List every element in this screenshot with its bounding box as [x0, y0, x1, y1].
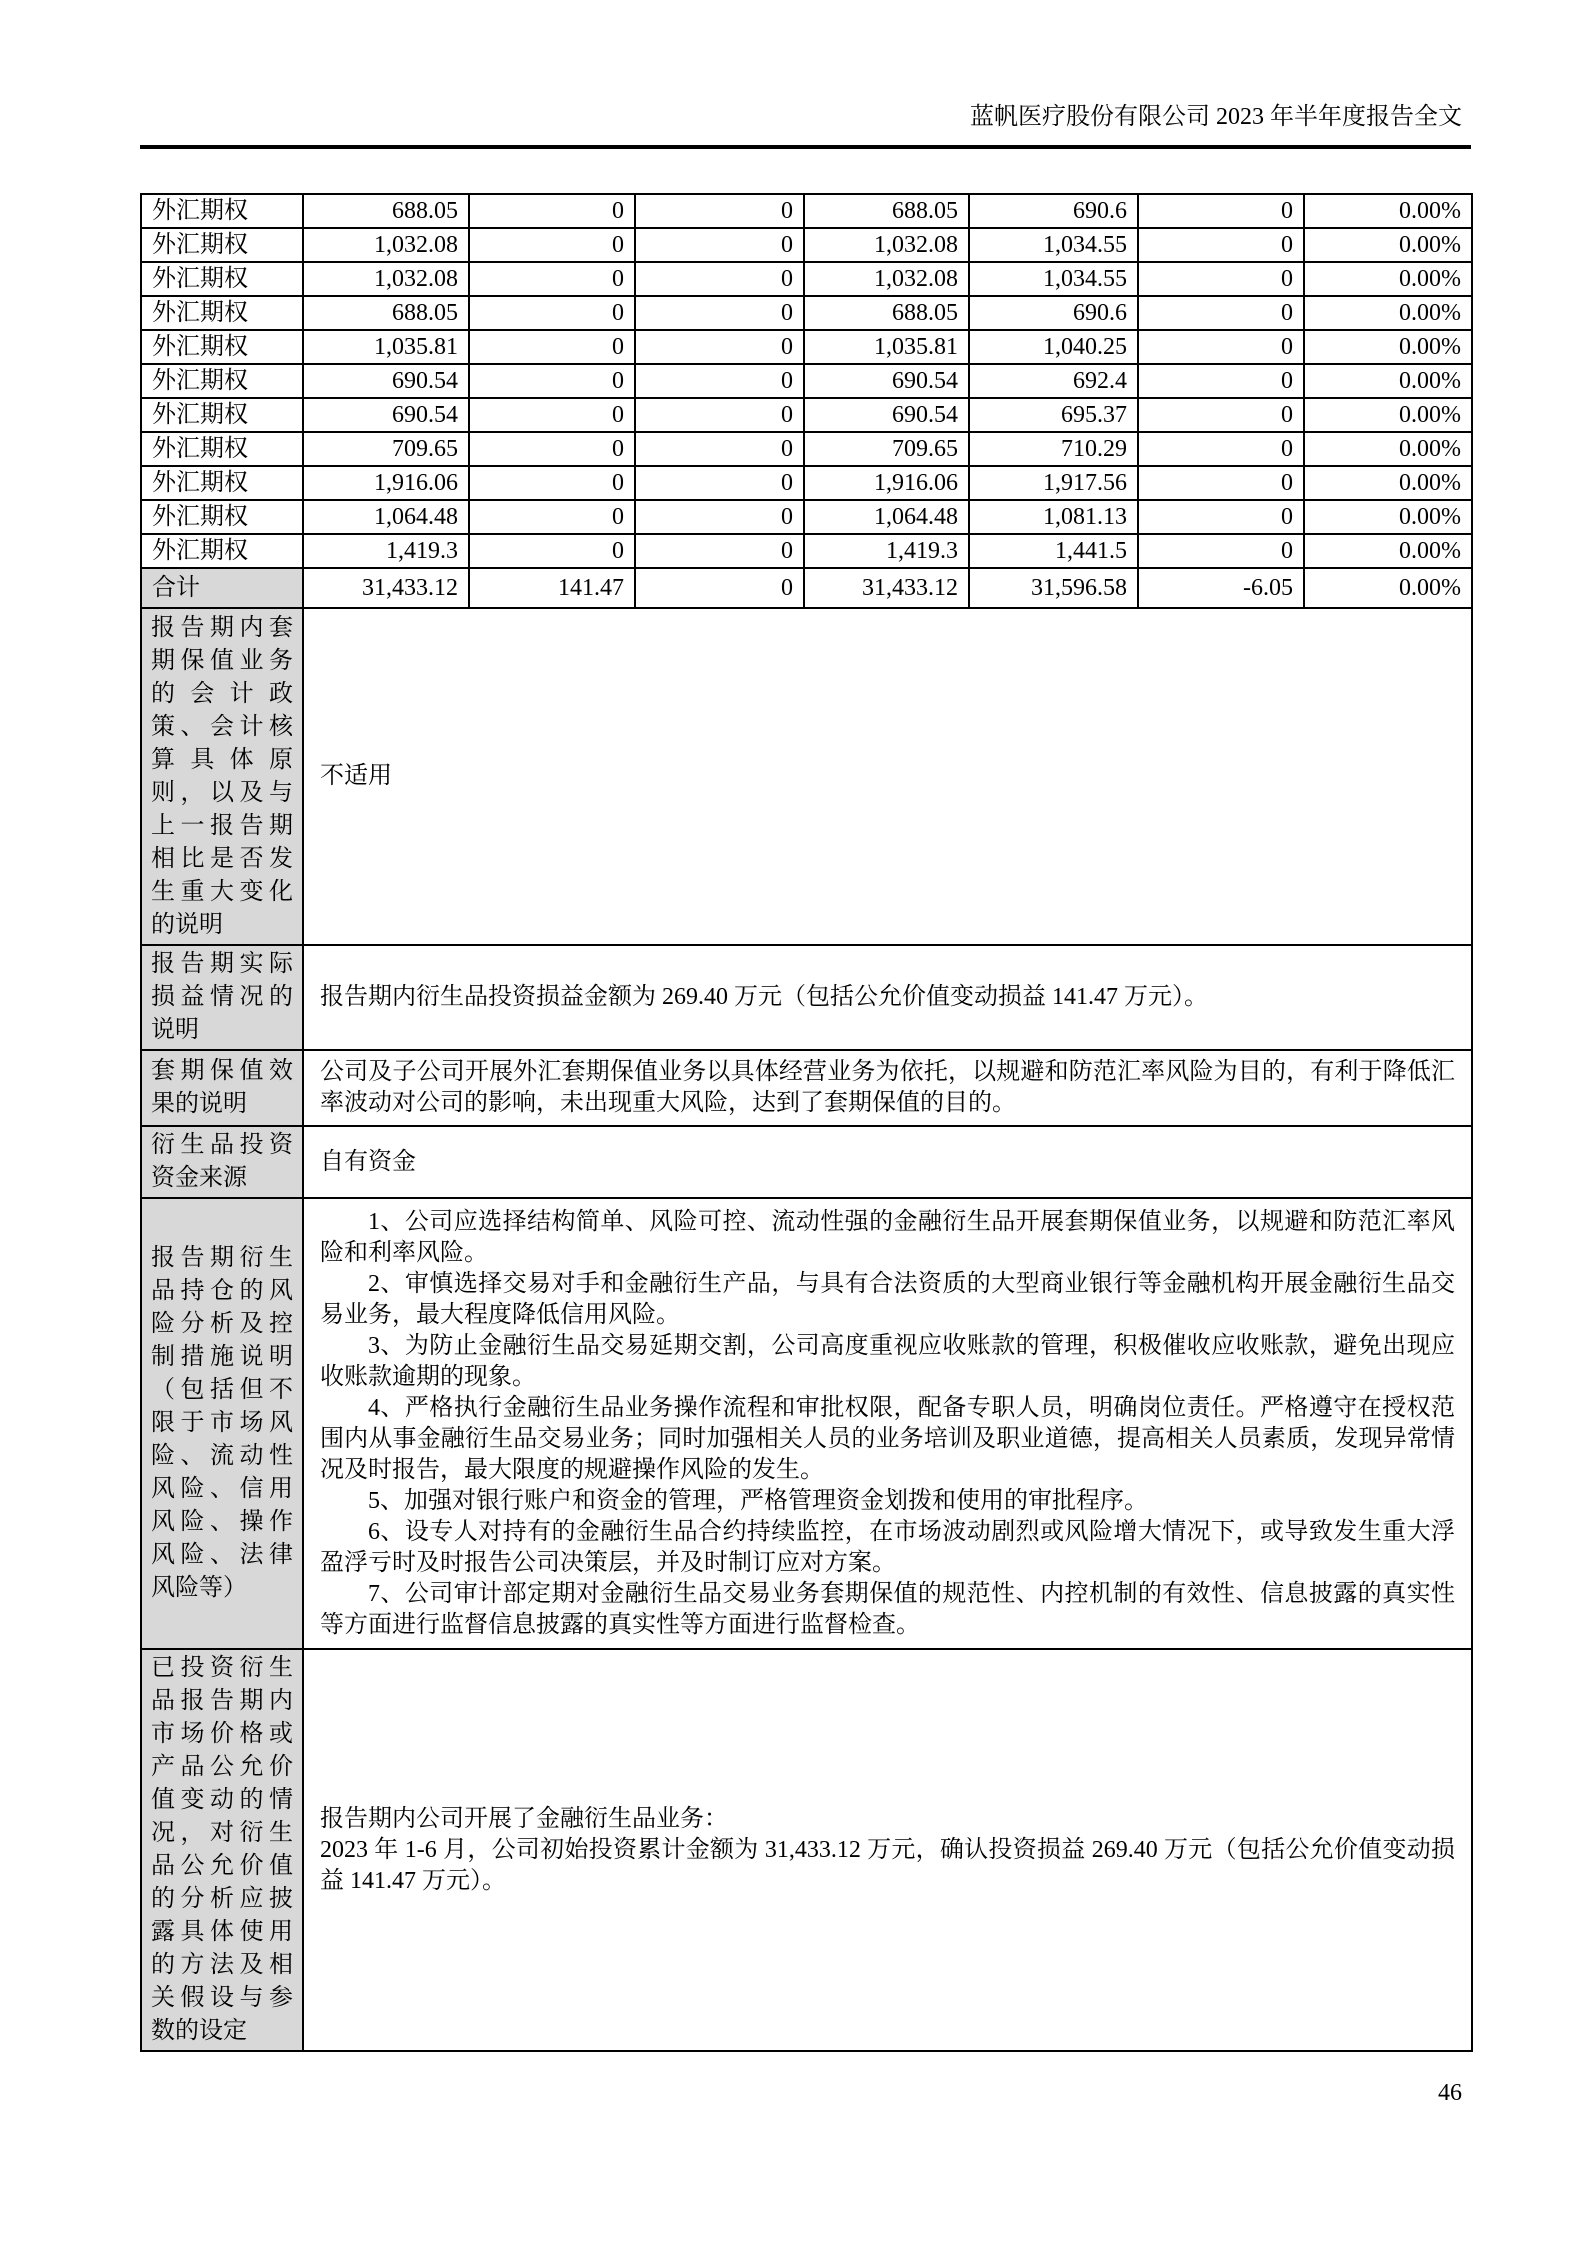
cell-value: 690.54: [303, 364, 469, 398]
info-row-content: [303, 1126, 1472, 1198]
cell-value: 690.6: [969, 296, 1138, 330]
cell-value: 688.05: [303, 296, 469, 330]
table-row: [141, 194, 1472, 228]
total-value: 31,433.12: [303, 568, 469, 608]
cell-value: 0: [635, 432, 804, 466]
info-row-content: [303, 1198, 1472, 1649]
cell-value: 0: [1138, 262, 1304, 296]
cell-value: 692.4: [969, 364, 1138, 398]
info-row-content: [303, 945, 1472, 1050]
content-paragraph: 2023 年 1-6 月，公司初始投资累计金额为 31,433.12 万元，确认投资损益 269.40 万元（包括公允价值变动损益 141.47 万元）。: [320, 1836, 1455, 1894]
cell-value: 0.00%: [1304, 228, 1472, 262]
cell-value: 0.00%: [1304, 432, 1472, 466]
cell-value: 0: [635, 500, 804, 534]
cell-value: 1,034.55: [969, 228, 1138, 262]
cell-value: 690.54: [804, 364, 969, 398]
info-row: [141, 1649, 1472, 2051]
cell-value: 690.54: [303, 398, 469, 432]
cell-value: 688.05: [804, 296, 969, 330]
cell-value: 0: [469, 228, 635, 262]
info-row-label: 套期保值效果的说明: [141, 1050, 303, 1126]
total-value: 31,433.12: [804, 568, 969, 608]
row-label: 外汇期权: [141, 194, 303, 228]
cell-value: 0: [635, 194, 804, 228]
cell-value: 710.29: [969, 432, 1138, 466]
cell-value: 0.00%: [1304, 296, 1472, 330]
cell-value: 709.65: [804, 432, 969, 466]
cell-value: 1,035.81: [303, 330, 469, 364]
cell-value: 1,035.81: [804, 330, 969, 364]
info-row: [141, 1198, 1472, 1649]
cell-value: 690.6: [969, 194, 1138, 228]
row-label: 外汇期权: [141, 432, 303, 466]
cell-value: 0: [635, 330, 804, 364]
cell-value: 0: [1138, 398, 1304, 432]
cell-value: 1,032.08: [804, 262, 969, 296]
total-row: [141, 568, 1472, 608]
cell-value: 695.37: [969, 398, 1138, 432]
table-row: [141, 432, 1472, 466]
info-row: [141, 945, 1472, 1050]
cell-value: 0: [469, 330, 635, 364]
cell-value: 1,917.56: [969, 466, 1138, 500]
cell-value: 688.05: [804, 194, 969, 228]
cell-value: 1,032.08: [804, 228, 969, 262]
cell-value: 0: [1138, 466, 1304, 500]
header-rule: [140, 145, 1471, 149]
cell-value: 1,419.3: [303, 534, 469, 568]
info-row-label: 报告期实际损益情况的说明: [141, 945, 303, 1050]
cell-value: 1,032.08: [303, 262, 469, 296]
info-row: [141, 1126, 1472, 1198]
total-value: -6.05: [1138, 568, 1304, 608]
info-row-content: [303, 608, 1472, 945]
table-row: [141, 296, 1472, 330]
cell-value: 0: [1138, 228, 1304, 262]
table-row: [141, 262, 1472, 296]
derivatives-table: [140, 193, 1473, 2052]
cell-value: 0: [1138, 500, 1304, 534]
content-paragraph: 7、公司审计部定期对金融衍生品交易业务套期保值的规范性、内控机制的有效性、信息披露的真实性等方面进行监督信息披露的真实性等方面进行监督检查。: [320, 1580, 1455, 1638]
info-row-content: [303, 1050, 1472, 1126]
cell-value: 688.05: [303, 194, 469, 228]
row-label: 外汇期权: [141, 500, 303, 534]
table-row: [141, 228, 1472, 262]
cell-value: 0: [635, 228, 804, 262]
content-paragraph: 不适用: [320, 763, 392, 789]
row-label: 外汇期权: [141, 398, 303, 432]
cell-value: 1,032.08: [303, 228, 469, 262]
cell-value: 0.00%: [1304, 534, 1472, 568]
info-row-label: 报告期衍生品持仓的风险分析及控制措施说明（包括但不限于市场风险、流动性风险、信用风险、操作风险、法律风险等）: [141, 1198, 303, 1649]
cell-value: 1,081.13: [969, 500, 1138, 534]
cell-value: 0: [1138, 364, 1304, 398]
cell-value: 0.00%: [1304, 194, 1472, 228]
cell-value: 0: [1138, 330, 1304, 364]
cell-value: 0: [469, 466, 635, 500]
info-row-label: 已投资衍生品报告期内市场价格或产品公允价值变动的情况，对衍生品公允价值的分析应披露具体使用的方法及相关假设与参数的设定: [141, 1649, 303, 2051]
cell-value: 0: [469, 398, 635, 432]
cell-value: 1,034.55: [969, 262, 1138, 296]
cell-value: 0: [635, 466, 804, 500]
row-label: 外汇期权: [141, 466, 303, 500]
cell-value: 0: [635, 262, 804, 296]
cell-value: 0.00%: [1304, 262, 1472, 296]
content-paragraph: 2、审慎选择交易对手和金融衍生产品，与具有合法资质的大型商业银行等金融机构开展金融衍生品交易业务，最大程度降低信用风险。: [320, 1270, 1455, 1328]
cell-value: 690.54: [804, 398, 969, 432]
table-row: [141, 398, 1472, 432]
cell-value: 0: [1138, 534, 1304, 568]
info-row-label: 衍生品投资资金来源: [141, 1126, 303, 1198]
table-row: [141, 330, 1472, 364]
cell-value: 1,441.5: [969, 534, 1138, 568]
cell-value: 0: [1138, 194, 1304, 228]
cell-value: 1,916.06: [804, 466, 969, 500]
table-row: [141, 500, 1472, 534]
cell-value: 709.65: [303, 432, 469, 466]
cell-value: 1,064.48: [303, 500, 469, 534]
row-label: 外汇期权: [141, 228, 303, 262]
total-value: 31,596.58: [969, 568, 1138, 608]
cell-value: 0: [469, 500, 635, 534]
info-row-content: [303, 1649, 1472, 2051]
cell-value: 0: [469, 262, 635, 296]
info-row: [141, 1050, 1472, 1126]
cell-value: 1,916.06: [303, 466, 469, 500]
table-row: [141, 466, 1472, 500]
cell-value: 0.00%: [1304, 330, 1472, 364]
row-label: 外汇期权: [141, 330, 303, 364]
cell-value: 1,419.3: [804, 534, 969, 568]
cell-value: 0.00%: [1304, 398, 1472, 432]
cell-value: 0: [635, 534, 804, 568]
cell-value: 0: [469, 534, 635, 568]
total-value: 0: [635, 568, 804, 608]
cell-value: 1,064.48: [804, 500, 969, 534]
total-label: 合计: [141, 568, 303, 608]
cell-value: 0.00%: [1304, 500, 1472, 534]
cell-value: 0: [469, 364, 635, 398]
table-row: [141, 534, 1472, 568]
total-value: 0.00%: [1304, 568, 1472, 608]
cell-value: 0.00%: [1304, 466, 1472, 500]
content-paragraph: 报告期内衍生品投资损益金额为 269.40 万元（包括公允价值变动损益 141.47 万元）。: [320, 984, 1208, 1010]
total-value: 141.47: [469, 568, 635, 608]
cell-value: 0: [635, 398, 804, 432]
cell-value: 0: [1138, 296, 1304, 330]
content-paragraph: 5、加强对银行账户和资金的管理，严格管理资金划拨和使用的审批程序。: [368, 1487, 1148, 1514]
cell-value: 0: [635, 364, 804, 398]
content-paragraph: 4、严格执行金融衍生品业务操作流程和审批权限，配备专职人员，明确岗位责任。严格遵守在授权范围内从事金融衍生品交易业务；同时加强相关人员的业务培训及职业道德，提高相关人员素质，发现异常情况及时报告，最大限度的规避操作风险的发生。: [320, 1394, 1455, 1483]
cell-value: 1,040.25: [969, 330, 1138, 364]
cell-value: 0: [469, 432, 635, 466]
cell-value: 0: [469, 296, 635, 330]
content-paragraph: 自有资金: [320, 1148, 416, 1175]
content-paragraph: 报告期内公司开展了金融衍生品业务：: [320, 1805, 728, 1832]
row-label: 外汇期权: [141, 296, 303, 330]
page-number: 46: [1438, 2080, 1462, 2106]
content-paragraph: 1、公司应选择结构简单、风险可控、流动性强的金融衍生品开展套期保值业务，以规避和防范汇率风险和利率风险。: [320, 1208, 1455, 1266]
cell-value: 0: [635, 296, 804, 330]
info-row-label: 报告期内套期保值业务的会计政策、会计核算具体原则，以及与上一报告期相比是否发生重大变化的说明: [141, 608, 303, 945]
row-label: 外汇期权: [141, 262, 303, 296]
content-paragraph: 公司及子公司开展外汇套期保值业务以具体经营业务为依托，以规避和防范汇率风险为目的，有利于降低汇率波动对公司的影响，未出现重大风险，达到了套期保值的目的。: [320, 1059, 1455, 1116]
row-label: 外汇期权: [141, 534, 303, 568]
info-row: [141, 608, 1472, 945]
content-paragraph: 3、为防止金融衍生品交易延期交割，公司高度重视应收账款的管理，积极催收应收账款，避免出现应收账款逾期的现象。: [320, 1332, 1455, 1390]
page-header-title: 蓝帆医疗股份有限公司 2023 年半年度报告全文: [970, 104, 1462, 130]
cell-value: 0: [469, 194, 635, 228]
content-paragraph: 6、设专人对持有的金融衍生品合约持续监控，在市场波动剧烈或风险增大情况下，或导致发生重大浮盈浮亏时及时报告公司决策层，并及时制订应对方案。: [320, 1518, 1455, 1576]
cell-value: 0: [1138, 432, 1304, 466]
table-row: [141, 364, 1472, 398]
cell-value: 0.00%: [1304, 364, 1472, 398]
row-label: 外汇期权: [141, 364, 303, 398]
